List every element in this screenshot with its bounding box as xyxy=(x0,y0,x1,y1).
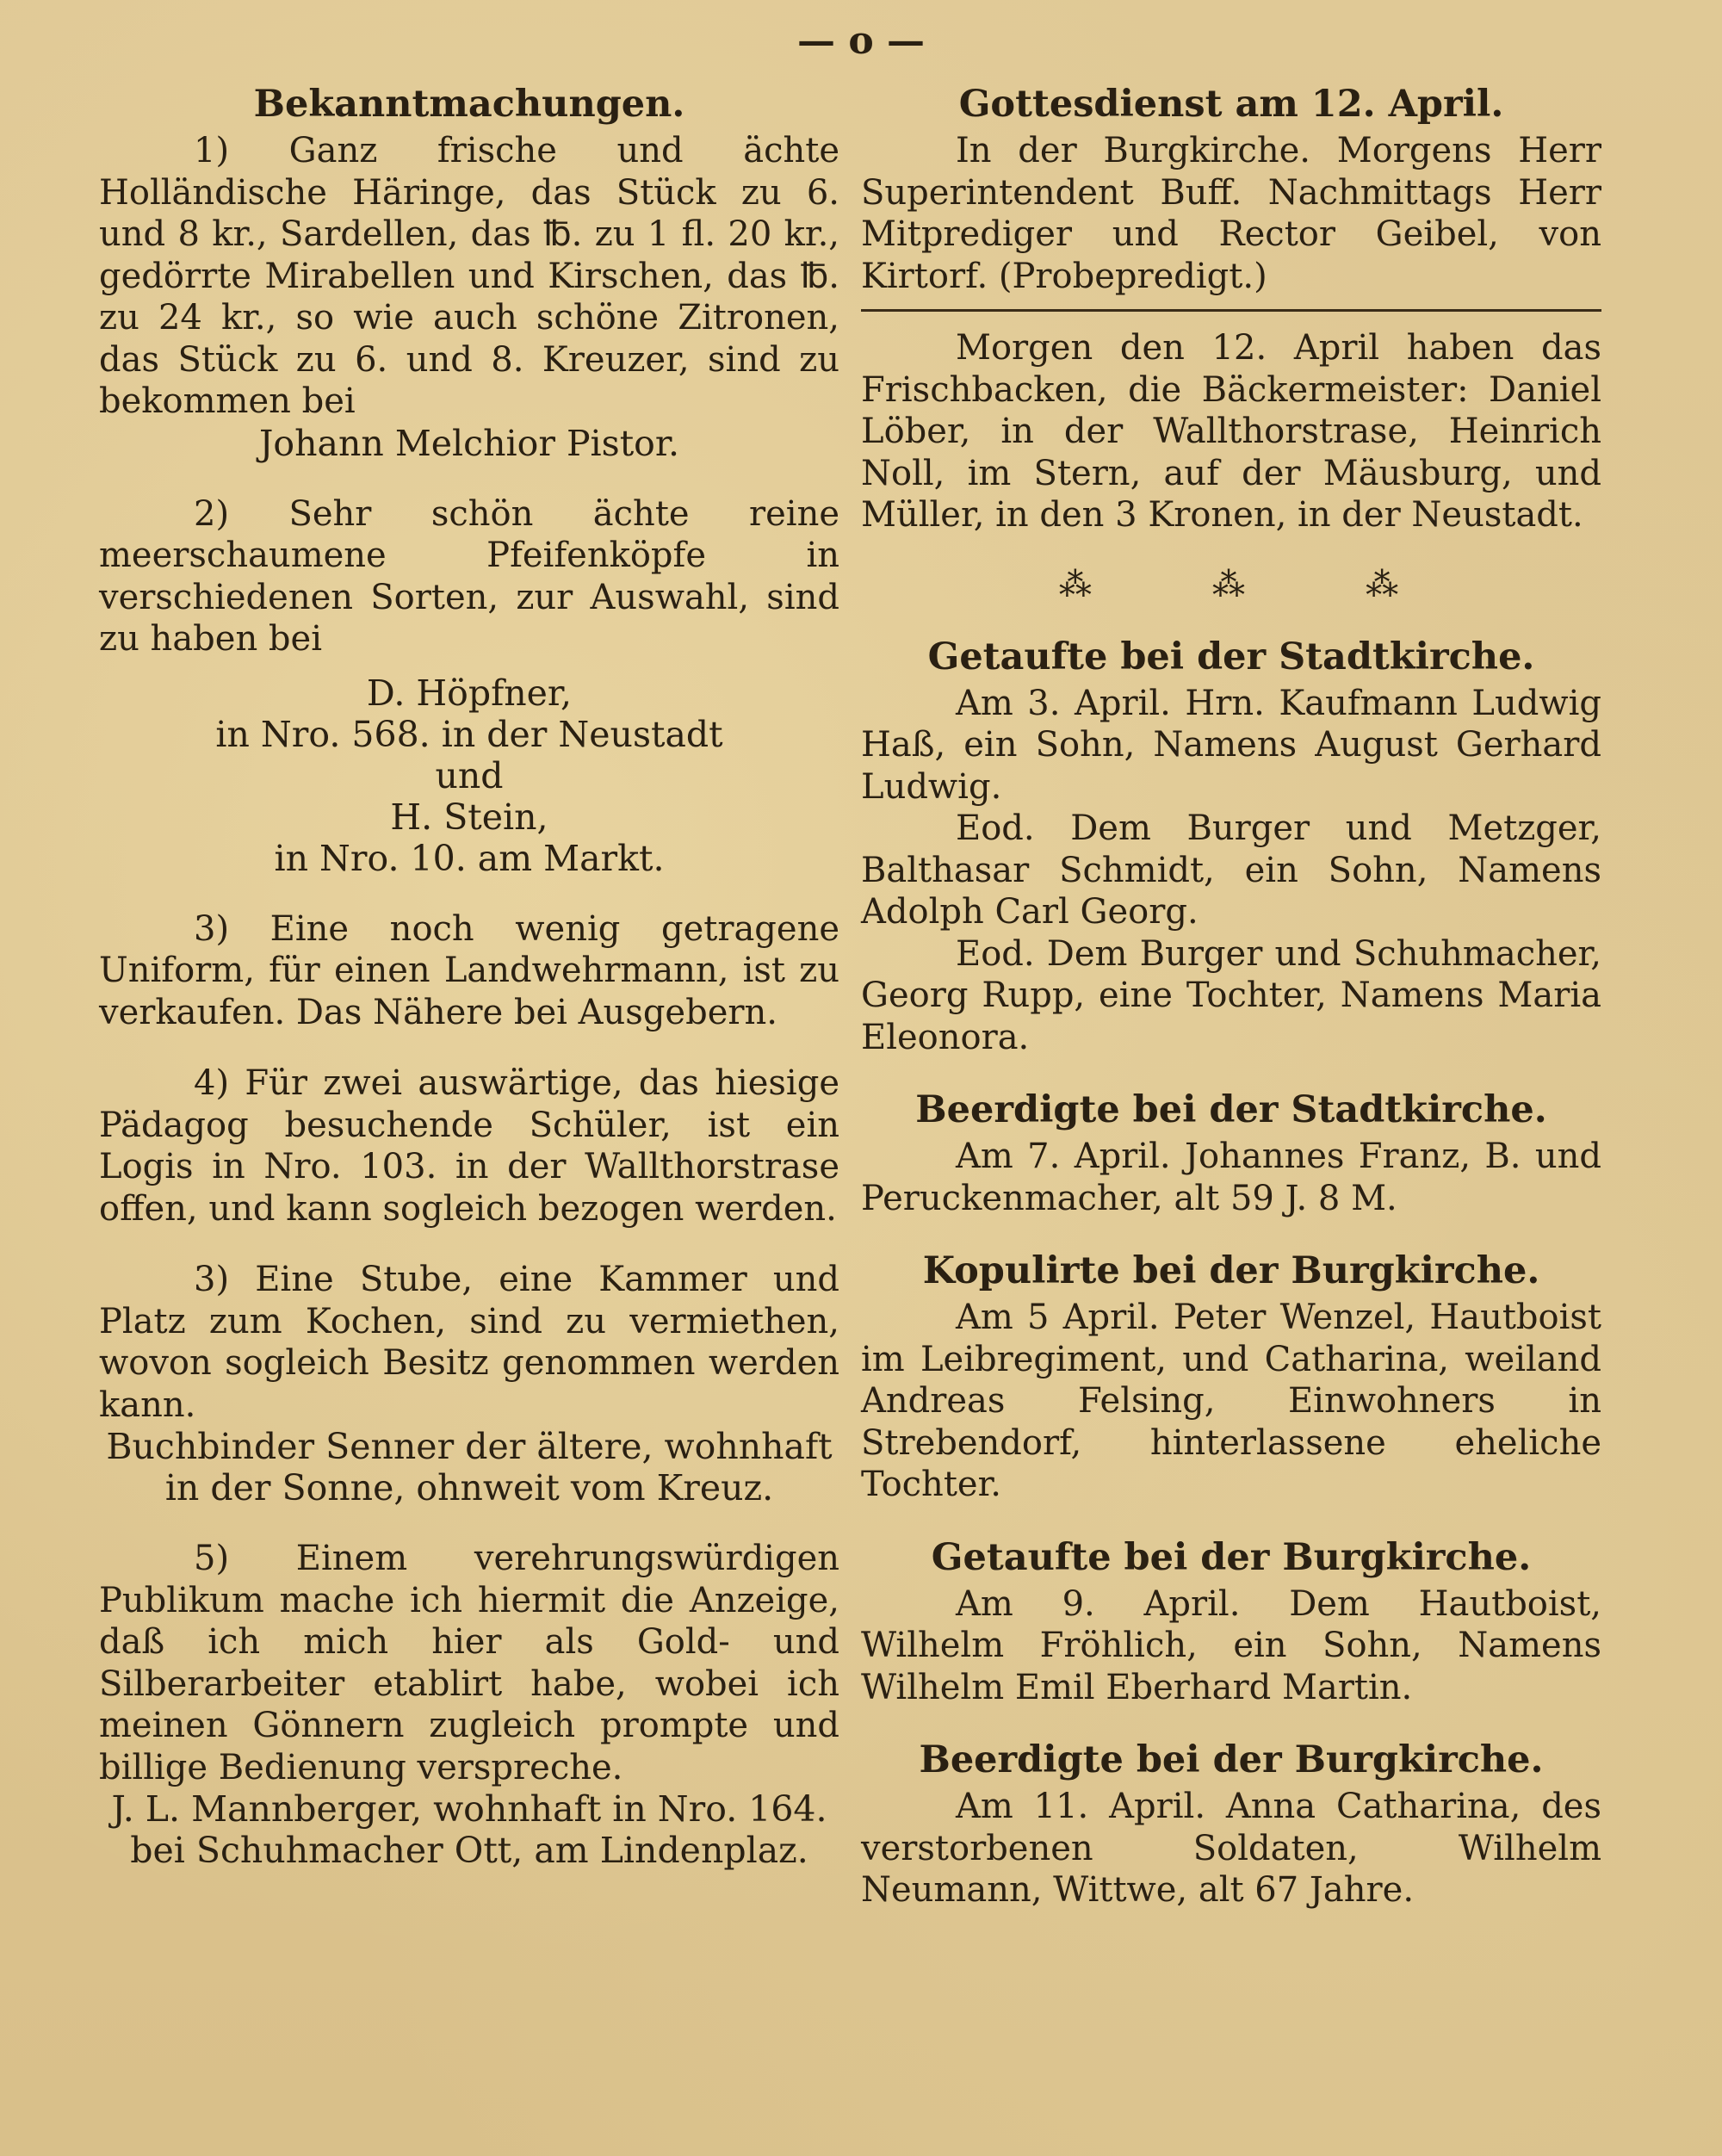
notice-room: 3) Eine Stube, eine Kammer und Platz zum Kochen, sind zu vermiethen, wovon sogleich Besitz genommen werden kann. xyxy=(99,1260,839,1425)
bakers-text: Morgen den 12. April haben das Frischbacken, die Bäckermeister: Daniel Löber, in der Wallthorstrase, Heinrich Noll, im Stern, auf der Mäusburg, und Müller, in den 3 Kronen, in der Neustadt. xyxy=(861,328,1601,535)
buried-castle-heading: Beerdigte bei der Burgkirche. xyxy=(919,1738,1544,1781)
notice-goldsmith: 5) Einem verehrungswürdigen Publikum mache ich hiermit die Anzeige, daß ich mich hier als Gold- und Silberarbeiter etablirt habe, wobei ich meinen Gönnern zugleich prompte und billige Bedienung verspreche. xyxy=(99,1539,839,1787)
notice-goldsmith-signature: J. L. Mannberger, wohnhaft in Nro. 164. bei Schuhmacher Ott, am Lindenplaz. xyxy=(111,1788,827,1871)
divider-rule xyxy=(861,309,1601,312)
baptized-city-entry: Eod. Dem Burger und Schuhmacher, Georg Rupp, eine Tochter, Namens Maria Eleonora. xyxy=(861,933,1601,1057)
baptized-castle-heading: Getaufte bei der Burgkirche. xyxy=(931,1535,1532,1579)
star-ornament-icon: ⁂ xyxy=(1058,565,1097,604)
baptized-city-entry: Eod. Dem Burger und Metzger, Balthasar Schmidt, ein Sohn, Namens Adolph Carl Georg. xyxy=(861,808,1601,932)
married-castle-heading: Kopulirte bei der Burgkirche. xyxy=(922,1249,1540,1292)
notice-pipes-sig-line-1: D. Höpfner, xyxy=(366,672,573,714)
notice-herring: 1) Ganz frische und ächte Holländische Häringe, das Stück zu 6. und 8 kr., Sardellen, das ℔. zu 1 fl. 20 kr., gedörrte Mirabellen und Kirschen, das ℔. zu 24 kr., so wie auch schöne Zitronen, das Stück zu 6. und 8. Kreuzer, sind zu bekommen bei xyxy=(99,131,839,421)
notice-pipes-sig-line-3: und xyxy=(435,754,504,796)
star-ornament-icon: ⁂ xyxy=(1366,565,1404,604)
church-news-column xyxy=(861,82,1601,1911)
service-text: In der Burgkirche. Morgens Herr Superintendent Buff. Nachmittags Herr Mitprediger und Rector Geibel, von Kirtorf. (Probepredigt.) xyxy=(861,131,1601,296)
baptized-castle-entry: Am 9. April. Dem Hautboist, Wilhelm Fröhlich, ein Sohn, Namens Wilhelm Emil Eberhard Martin. xyxy=(861,1583,1601,1707)
baptized-city-heading: Getaufte bei der Stadtkirche. xyxy=(927,635,1535,678)
buried-city-entry: Am 7. April. Johannes Franz, B. und Peruckenmacher, alt 59 J. 8 M. xyxy=(861,1137,1601,1218)
announcements-heading: Bekanntmachungen. xyxy=(253,83,685,126)
buried-castle-entry: Am 11. April. Anna Catharina, des verstorbenen Soldaten, Wilhelm Neumann, Wittwe, alt 67 Jahre. xyxy=(861,1787,1601,1910)
notice-uniform: 3) Eine noch wenig getragene Uniform, für einen Landwehrmann, ist zu verkaufen. Das Nähere bei Ausgebern. xyxy=(99,908,839,1032)
married-castle-entry: Am 5 April. Peter Wenzel, Hautboist im Leibregiment, und Catharina, weiland Andreas Felsing, Einwohners in Strebendorf, hinterlassene eheliche Tochter. xyxy=(861,1298,1601,1504)
notice-pipes-sig-line-4: H. Stein, xyxy=(390,796,548,838)
notice-herring-signature: Johann Melchior Pistor. xyxy=(259,422,679,464)
ornament-stars xyxy=(861,566,1601,617)
star-ornament-icon: ⁂ xyxy=(1212,565,1250,604)
notice-pipes: 2) Sehr schön ächte reine meerschaumene Pfeifenköpfe in verschiedenen Sorten, zur Auswahl, sind zu haben bei xyxy=(99,493,839,659)
notice-pipes-sig-line-5: in Nro. 10. am Markt. xyxy=(274,837,665,879)
announcements-column xyxy=(99,82,839,1871)
notice-room-signature: Buchbinder Senner der ältere, wohnhaft in der Sonne, ohnweit vom Kreuz. xyxy=(106,1426,833,1509)
notice-lodging: 4) Für zwei auswärtige, das hiesige Pädagog besuchende Schüler, ist ein Logis in Nro. 103. in der Wallthorstrase offen, und kann sogleich bezogen werden. xyxy=(99,1063,839,1229)
page-marker: — o — xyxy=(797,19,925,63)
baptized-city-entry: Am 3. April. Hrn. Kaufmann Ludwig Haß, ein Sohn, Namens August Gerhard Ludwig. xyxy=(861,683,1601,807)
notice-pipes-sig-line-2: in Nro. 568. in der Neustadt xyxy=(215,713,723,755)
service-heading: Gottesdienst am 12. April. xyxy=(958,83,1504,126)
buried-city-heading: Beerdigte bei der Stadtkirche. xyxy=(915,1088,1547,1131)
